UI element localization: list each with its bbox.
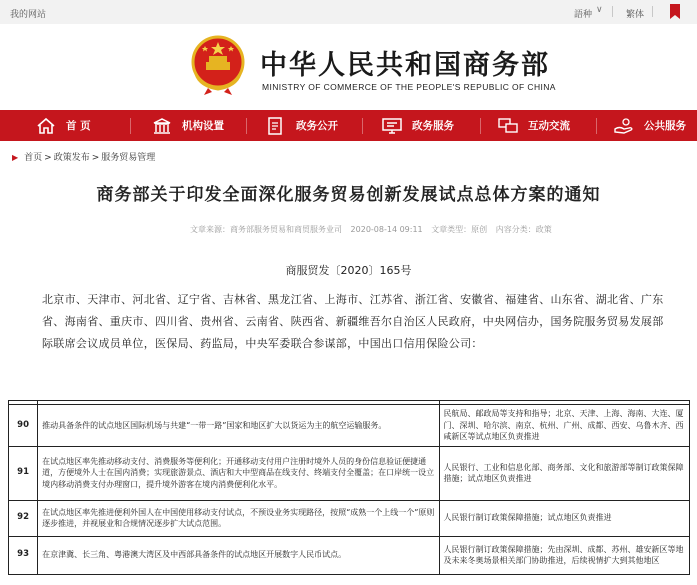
traditional-chinese-link[interactable]: 繁体: [626, 10, 645, 20]
nav-item-public-services[interactable]: [614, 110, 686, 141]
my-site-link[interactable]: 我的网站: [10, 10, 47, 20]
row-number: 93: [9, 536, 38, 574]
chevron-down-icon[interactable]: ∨: [596, 5, 603, 15]
breadcrumb-home[interactable]: 首页: [24, 153, 43, 163]
article-category: 内容分类：政策: [495, 225, 552, 234]
divider: [612, 6, 613, 17]
nav-label: 互动交流: [528, 120, 570, 132]
row-number: 92: [9, 500, 38, 536]
nav-item-organization[interactable]: [152, 110, 224, 141]
chat-icon: [498, 117, 518, 135]
breadcrumb-service-trade[interactable]: 服务贸易管理: [101, 153, 156, 163]
site-header: [0, 24, 697, 110]
row-department: 人民银行制订政策保障措施；先由深圳、成都、苏州、雄安新区等地及未来冬奥场景相关部门协助推进，后续视情扩大到其他地区: [439, 536, 690, 574]
site-title-english: MINISTRY OF COMMERCE OF THE PEOPLE'S REPUBLIC OF CHINA: [262, 82, 556, 92]
row-task: 在试点地区率先推动移动支付、消费服务等便利化；开通移动支付用户注册时境外人员的身份信息验证便捷通道，方便境外人士在国内消费；实现旅游景点、酒店和大中型商品在线支付、终端支付全覆盖；在口岸统一设立境内移动消费支付办理窗口，提升境外游客在境内消费便利化水平。: [38, 446, 439, 500]
main-nav: [0, 110, 697, 141]
nav-item-government-affairs[interactable]: [266, 110, 338, 141]
nav-divider: [596, 118, 597, 134]
nav-item-government-services[interactable]: [382, 110, 454, 141]
row-department: 人民银行制订政策保障措施；试点地区负责推进: [439, 500, 690, 536]
breadcrumb-arrow-icon: ▶: [12, 153, 19, 162]
article-type: 文章类型：原创: [431, 225, 488, 234]
row-number: 91: [9, 446, 38, 500]
nav-item-home[interactable]: [36, 110, 91, 141]
divider: [652, 6, 653, 17]
nav-label: 首 页: [66, 120, 91, 132]
nav-label: 机构设置: [182, 120, 224, 132]
article-meta: [190, 224, 558, 235]
article-date: 2020-08-14 09:11: [350, 225, 423, 234]
nav-divider: [362, 118, 363, 134]
nav-divider: [246, 118, 247, 134]
table-row: [9, 405, 690, 447]
article-source: 文章来源：商务部服务贸易和商贸服务业司: [190, 225, 342, 234]
nav-label: 政务服务: [412, 120, 454, 132]
building-icon: [152, 117, 172, 135]
row-department: 民航局、邮政局等支持和指导；北京、天津、上海、海南、大连、厦门、深圳、哈尔滨、南京、杭州、广州、成都、西安、乌鲁木齐、西咸新区等试点地区负责推进: [439, 405, 690, 447]
nav-divider: [130, 118, 131, 134]
top-utility-bar: [0, 0, 697, 25]
row-department: 人民银行、工业和信息化部、商务部、文化和旅游部等制订政策保障措施；试点地区负责推进: [439, 446, 690, 500]
language-selector[interactable]: 語种: [574, 10, 593, 20]
nav-label: 政务公开: [296, 120, 338, 132]
document-number: 商服贸发〔2020〕165号: [285, 264, 412, 277]
nav-item-interaction[interactable]: [498, 110, 570, 141]
document-icon: [266, 117, 286, 135]
table-row: [9, 500, 690, 536]
home-icon: [36, 117, 56, 135]
row-task: 在京津冀、长三角、粤港澳大湾区及中西部具备条件的试点地区开展数字人民币试点。: [38, 536, 439, 574]
task-table: [8, 400, 690, 575]
monitor-icon: [382, 117, 402, 135]
nav-label: 公共服务: [644, 120, 686, 132]
recipients-paragraph: 北京市、天津市、河北省、辽宁省、吉林省、黑龙江省、上海市、江苏省、浙江省、安徽省、福建省、山东省、湖北省、广东省、海南省、重庆市、四川省、贵州省、云南省、陕西省、新疆维吾尔自治区人民政府，中央网信办，国务院服务贸易发展部际联席会议成员单位，医保局、药监局，中央军委联合参谋部，中国出口信用保险公司：: [42, 293, 664, 350]
site-title: 中华人民共和国商务部: [260, 50, 550, 81]
breadcrumb-policy[interactable]: 政策发布: [53, 153, 90, 163]
row-number: 90: [9, 405, 38, 447]
article-title: 商务部关于印发全面深化服务贸易创新发展试点总体方案的通知: [96, 185, 601, 205]
bookmark-icon[interactable]: [670, 4, 680, 18]
row-task: 在试点地区率先推进便利外国人在中国使用移动支付试点，不预设业务实现路径，按照“成熟一个上线一个”原则逐步推进，并视展业和合规情况逐步扩大试点范围。: [38, 500, 439, 536]
row-task: 推动具备条件的试点地区国际机场与共建“一带一路”国家和地区扩大以货运为主的航空运输服务。: [38, 405, 439, 447]
hand-icon: [614, 117, 634, 135]
breadcrumb: ▶ 首页 > 政策发布 > 服务贸易管理: [12, 153, 156, 163]
national-emblem-icon: [190, 34, 246, 96]
nav-divider: [480, 118, 481, 134]
table-row: [9, 536, 690, 574]
table-row: [9, 446, 690, 500]
